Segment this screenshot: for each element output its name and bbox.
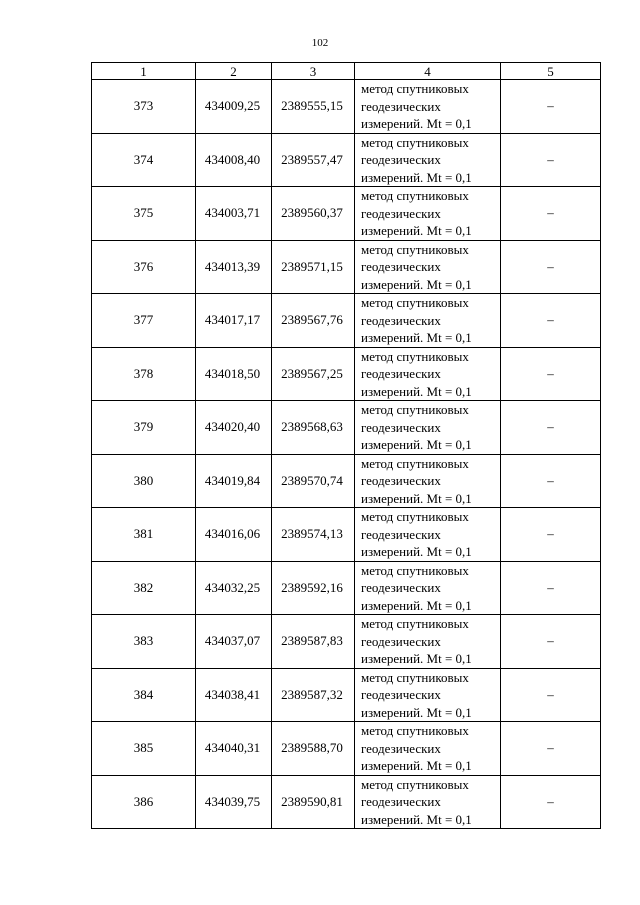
note-cell: – [501,347,601,401]
point-number-cell: 381 [92,508,196,562]
column-header-3: 3 [272,63,355,80]
note-cell: – [501,401,601,455]
x-coordinate-cell: 434020,40 [196,401,272,455]
note-cell: – [501,561,601,615]
table-row [92,133,601,187]
table-row [92,80,601,134]
method-cell: метод спутниковых геодезических измерений. Mt = 0,1 [355,722,501,776]
method-cell: метод спутниковых геодезических измерений. Mt = 0,1 [355,80,501,134]
point-number-cell: 375 [92,187,196,241]
method-cell: метод спутниковых геодезических измерений. Mt = 0,1 [355,187,501,241]
column-header-4: 4 [355,63,501,80]
point-number-cell: 374 [92,133,196,187]
y-coordinate-cell: 2389555,15 [272,80,355,134]
table-header [92,63,601,80]
y-coordinate-cell: 2389557,47 [272,133,355,187]
note-cell: – [501,722,601,776]
point-number-cell: 378 [92,347,196,401]
method-cell: метод спутниковых геодезических измерений. Mt = 0,1 [355,508,501,562]
y-coordinate-cell: 2389567,76 [272,294,355,348]
table-row [92,187,601,241]
x-coordinate-cell: 434019,84 [196,454,272,508]
method-cell: метод спутниковых геодезических измерений. Mt = 0,1 [355,454,501,508]
table-row [92,508,601,562]
x-coordinate-cell: 434039,75 [196,775,272,829]
note-cell: – [501,187,601,241]
y-coordinate-cell: 2389592,16 [272,561,355,615]
note-cell: – [501,668,601,722]
note-cell: – [501,615,601,669]
table-row [92,775,601,829]
table-row [92,561,601,615]
table-row [92,347,601,401]
y-coordinate-cell: 2389590,81 [272,775,355,829]
method-cell: метод спутниковых геодезических измерений. Mt = 0,1 [355,561,501,615]
column-header-2: 2 [196,63,272,80]
table-row [92,615,601,669]
y-coordinate-cell: 2389587,32 [272,668,355,722]
point-number-cell: 376 [92,240,196,294]
header-row [92,63,601,80]
point-number-cell: 373 [92,80,196,134]
y-coordinate-cell: 2389571,15 [272,240,355,294]
point-number-cell: 377 [92,294,196,348]
table-row [92,454,601,508]
note-cell: – [501,775,601,829]
point-number-cell: 386 [92,775,196,829]
table-row [92,294,601,348]
y-coordinate-cell: 2389587,83 [272,615,355,669]
point-number-cell: 382 [92,561,196,615]
y-coordinate-cell: 2389570,74 [272,454,355,508]
coordinates-table [91,62,601,829]
x-coordinate-cell: 434009,25 [196,80,272,134]
method-cell: метод спутниковых геодезических измерений. Mt = 0,1 [355,294,501,348]
y-coordinate-cell: 2389567,25 [272,347,355,401]
y-coordinate-cell: 2389588,70 [272,722,355,776]
method-cell: метод спутниковых геодезических измерений. Mt = 0,1 [355,347,501,401]
note-cell: – [501,454,601,508]
method-cell: метод спутниковых геодезических измерений. Mt = 0,1 [355,668,501,722]
point-number-cell: 385 [92,722,196,776]
note-cell: – [501,133,601,187]
table-row [92,401,601,455]
x-coordinate-cell: 434018,50 [196,347,272,401]
x-coordinate-cell: 434040,31 [196,722,272,776]
method-cell: метод спутниковых геодезических измерений. Mt = 0,1 [355,401,501,455]
table-row [92,722,601,776]
note-cell: – [501,80,601,134]
point-number-cell: 379 [92,401,196,455]
y-coordinate-cell: 2389560,37 [272,187,355,241]
point-number-cell: 383 [92,615,196,669]
column-header-5: 5 [501,63,601,80]
x-coordinate-cell: 434013,39 [196,240,272,294]
method-cell: метод спутниковых геодезических измерений. Mt = 0,1 [355,240,501,294]
y-coordinate-cell: 2389574,13 [272,508,355,562]
x-coordinate-cell: 434037,07 [196,615,272,669]
point-number-cell: 380 [92,454,196,508]
x-coordinate-cell: 434032,25 [196,561,272,615]
method-cell: метод спутниковых геодезических измерений. Mt = 0,1 [355,615,501,669]
x-coordinate-cell: 434038,41 [196,668,272,722]
x-coordinate-cell: 434003,71 [196,187,272,241]
x-coordinate-cell: 434016,06 [196,508,272,562]
y-coordinate-cell: 2389568,63 [272,401,355,455]
method-cell: метод спутниковых геодезических измерений. Mt = 0,1 [355,133,501,187]
note-cell: – [501,508,601,562]
point-number-cell: 384 [92,668,196,722]
note-cell: – [501,240,601,294]
x-coordinate-cell: 434017,17 [196,294,272,348]
x-coordinate-cell: 434008,40 [196,133,272,187]
page-number: 102 [311,37,329,49]
column-header-1: 1 [92,63,196,80]
table-body [92,80,601,829]
method-cell: метод спутниковых геодезических измерений. Mt = 0,1 [355,775,501,829]
table-row [92,668,601,722]
note-cell: – [501,294,601,348]
table-row [92,240,601,294]
